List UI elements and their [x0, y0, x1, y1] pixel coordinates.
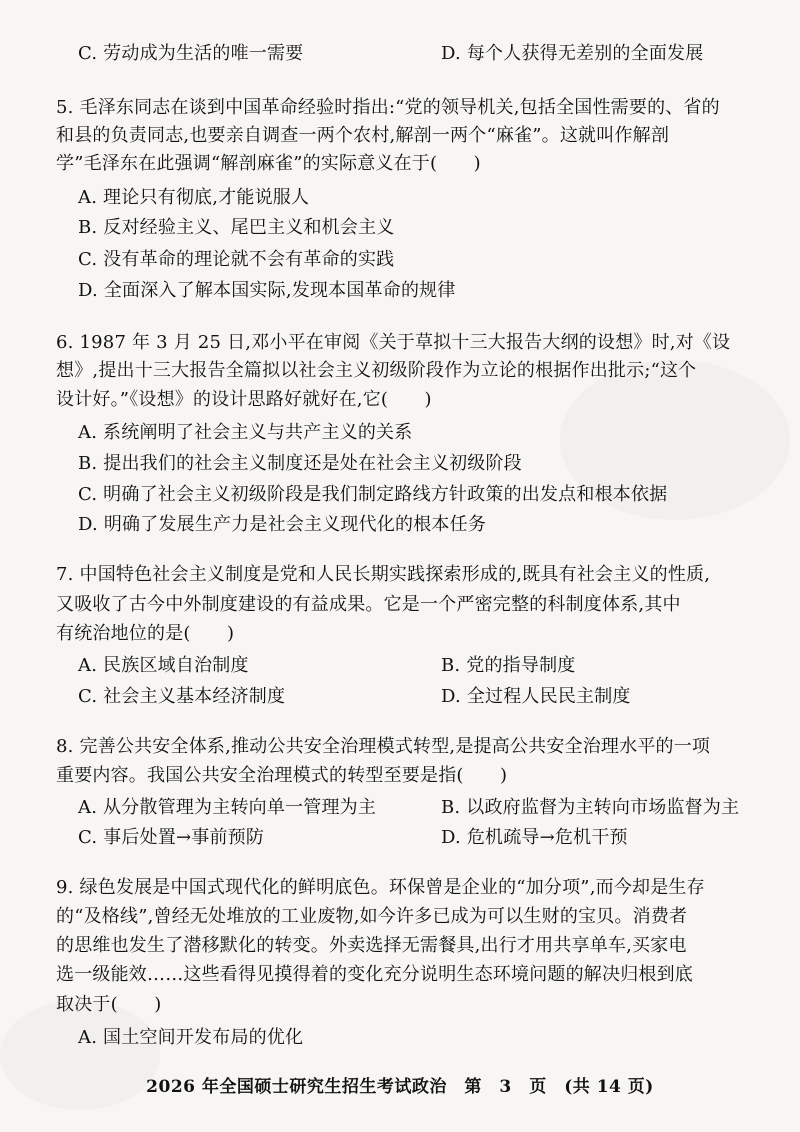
q7-option-d: D. 全过程人民民主制度: [441, 686, 631, 707]
q5-stem-line: 学”毛泽东在此强调“解剖麻雀”的实际意义在于( ): [56, 153, 481, 174]
q6-option-c: C. 明确了社会主义初级阶段是我们制定路线方针政策的出发点和根本依据: [78, 484, 668, 505]
q4-option-d: D. 每个人获得无差别的全面发展: [441, 43, 704, 64]
q7-option-b: B. 党的指导制度: [441, 655, 576, 676]
q8-option-a: A. 从分散管理为主转向单一管理为主: [78, 797, 377, 818]
q9-stem-line: 选一级能效……这些看得见摸得着的变化充分说明生态环境问题的解决归根到底: [56, 964, 693, 985]
q4-option-c: C. 劳动成为生活的唯一需要: [78, 43, 304, 64]
q9-option-a: A. 国土空间开发布局的优化: [78, 1027, 304, 1048]
q6-option-b: B. 提出我们的社会主义制度还是处在社会主义初级阶段: [78, 453, 522, 474]
q8-option-b: B. 以政府监督为主转向市场监督为主: [441, 797, 740, 818]
q6-option-d: D. 明确了发展生产力是社会主义现代化的根本任务: [78, 514, 487, 535]
q5-option-b: B. 反对经验主义、尾巴主义和机会主义: [78, 217, 395, 238]
q5-option-a: A. 理论只有彻底,才能说服人: [78, 187, 310, 208]
q6-stem-line: 设计好。”《设想》的设计思路好就好在,它( ): [56, 389, 432, 410]
q9-stem-line: 的思维也发生了潜移默化的转变。外卖选择无需餐具,出行才用共享单车,买家电: [56, 935, 687, 956]
q8-stem-line: 8. 完善公共安全体系,推动公共安全治理模式转型,是提高公共安全治理水平的一项: [56, 736, 711, 757]
q9-stem-line: 取决于( ): [56, 994, 162, 1015]
q6-stem-line: 6. 1987 年 3 月 25 日,邓小平在审阅《关于草拟十三大报告大纲的设想》时,对《设: [56, 332, 731, 353]
q6-stem-line: 想》,提出十三大报告全篇拟以社会主义初级阶段作为立论的根据作出批示;“这个: [56, 360, 697, 381]
q8-stem-line: 重要内容。我国公共安全治理模式的转型至要是指( ): [56, 765, 508, 786]
q5-option-d: D. 全面深入了解本国实际,发现本国革命的规律: [78, 280, 456, 301]
q9-stem-line: 9. 绿色发展是中国式现代化的鲜明底色。环保曾是企业的“加分项”,而今却是生存: [56, 877, 705, 898]
q7-option-a: A. 民族区域自治制度: [78, 655, 249, 676]
q5-stem-line: 和县的负责同志,也要亲自调查一两个农村,解剖一两个“麻雀”。这就叫作解剖: [56, 125, 670, 146]
q9-stem-line: 的“及格线”,曾经无处堆放的工业废物,如今许多已成为可以生财的宝贝。消费者: [56, 906, 688, 927]
q8-option-d: D. 危机疏导→危机干预: [441, 827, 628, 848]
q7-stem-line: 又吸收了古今中外制度建设的有益成果。它是一个严密完整的科制度体系,其中: [56, 594, 681, 615]
q6-option-a: A. 系统阐明了社会主义与共产主义的关系: [78, 422, 413, 443]
q5-option-c: C. 没有革命的理论就不会有革命的实践: [78, 249, 395, 270]
q5-stem-line: 5. 毛泽东同志在谈到中国革命经验时指出:“党的领导机关,包括全国性需要的、省的: [56, 97, 720, 118]
q8-option-c: C. 事后处置→事前预防: [78, 827, 265, 848]
page-footer: 2026 年全国硕士研究生招生考试政治 第 3 页 (共 14 页): [146, 1077, 654, 1097]
q7-stem-line: 7. 中国特色社会主义制度是党和人民长期实践探索形成的,既具有社会主义的性质,: [56, 564, 711, 585]
q7-stem-line: 有统治地位的是( ): [56, 623, 235, 644]
q7-option-c: C. 社会主义基本经济制度: [78, 686, 286, 707]
